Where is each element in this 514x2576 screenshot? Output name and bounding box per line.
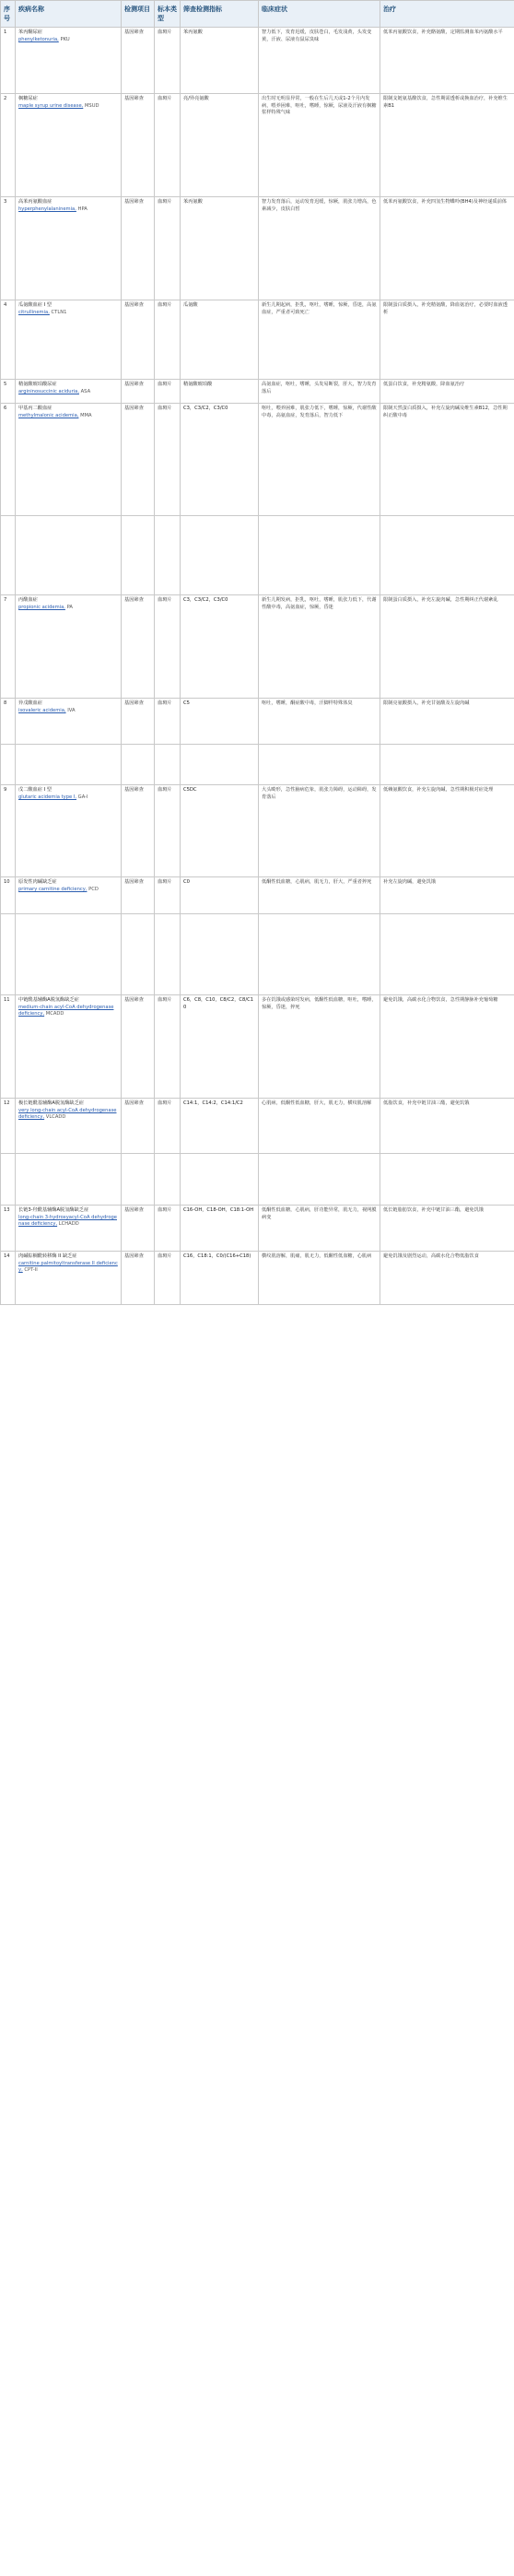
clinical-symptom: [259, 914, 380, 995]
table-header-row: [1, 1, 514, 28]
table-row: [1, 1154, 514, 1206]
treatment: 限制支链氨基酸饮食，急性期需透析或换血治疗，补充维生素B1: [380, 94, 514, 197]
disease-name: [16, 785, 122, 877]
test-item: 基因筛查: [122, 785, 155, 877]
disease-name-en: [18, 1108, 118, 1122]
disease-name-en: [18, 37, 118, 44]
treatment: 低赖氨酸饮食，补充左旋肉碱，急性期积极对症处理: [380, 785, 514, 877]
test-item: 基因筛查: [122, 300, 155, 380]
sample-type: 血斑片: [155, 877, 181, 914]
disease-abbrev: MSUD: [84, 102, 99, 109]
screening-marker: C5DC: [181, 785, 259, 877]
disease-name-en: [18, 605, 118, 612]
disease-name-en-link[interactable]: methylmalonic acidemia,: [18, 412, 79, 418]
test-item: [122, 914, 155, 995]
disease-name-en-link[interactable]: hyperphenylalaninemia,: [18, 206, 76, 212]
header-clinical-symptom: 临床症状: [259, 1, 380, 28]
disease-abbrev: PCD: [88, 886, 99, 892]
screening-marker: 精氨酸琥珀酸: [181, 380, 259, 404]
row-index: 7: [1, 595, 16, 699]
disease-name: [16, 745, 122, 785]
disease-name-en: [18, 310, 118, 317]
sample-type: 血斑片: [155, 995, 181, 1099]
disease-abbrev: LCHADD: [58, 1221, 79, 1228]
table-row: [1, 699, 514, 745]
table-row: [1, 94, 514, 197]
test-item: 基因筛查: [122, 1206, 155, 1252]
clinical-symptom: [259, 516, 380, 595]
treatment: [380, 516, 514, 595]
header-screening-marker: 筛查检测指标: [181, 1, 259, 28]
treatment: [380, 745, 514, 785]
disease-name: [16, 914, 122, 995]
disease-name-en-link[interactable]: very long-chain acyl-CoA dehydrogenase deficiency,: [18, 1107, 117, 1121]
row-index: 1: [1, 28, 16, 94]
clinical-symptom: 多在饥饿或感染时发病，低酮性低血糖，呕吐，嗜睡，惊厥，昏迷，猝死: [259, 995, 380, 1099]
clinical-symptom: 大头畸形，急性脑病危象，肌张力障碍，运动障碍，发育落后: [259, 785, 380, 877]
screening-marker: [181, 1154, 259, 1206]
disease-name: [16, 1154, 122, 1206]
treatment: 低长链脂肪饮食，补充中链甘油三酯，避免饥饿: [380, 1206, 514, 1252]
table-row: [1, 877, 514, 914]
clinical-symptom: 呕吐，嗜睡，酮症酸中毒，汗脚样特殊体臭: [259, 699, 380, 745]
treatment: 限制蛋白质摄入，补充左旋肉碱，急性期纠正代谢紊乱: [380, 595, 514, 699]
disease-name-en-link[interactable]: phenylketonuria,: [18, 36, 59, 42]
test-item: 基因筛查: [122, 595, 155, 699]
disease-name-cn: 瓜氨酸血症 I 型: [18, 302, 52, 309]
disease-name-en: [18, 413, 118, 420]
sample-type: [155, 1154, 181, 1206]
sample-type: 血斑片: [155, 300, 181, 380]
disease-name-en-link[interactable]: argininosuccinic aciduria,: [18, 388, 79, 394]
table-row: [1, 404, 514, 516]
screening-marker: [181, 745, 259, 785]
row-index: 10: [1, 877, 16, 914]
screening-marker: 苯丙氨酸: [181, 28, 259, 94]
disease-abbrev: ASA: [80, 388, 91, 394]
header-treatment: 治疗: [380, 1, 514, 28]
disease-name-en-link[interactable]: maple syrup urine disease,: [18, 102, 84, 109]
disease-name-cn: 肉碱棕榈酰转移酶 II 缺乏症: [18, 1253, 77, 1260]
screening-marker: C3，C3/C2，C3/C0: [181, 595, 259, 699]
table-row: [1, 197, 514, 300]
table-row: [1, 1252, 514, 1305]
screening-marker: C16，C18:1，C0/(C16+C18): [181, 1252, 259, 1305]
disease-name-en: [18, 103, 118, 111]
sample-type: 血斑片: [155, 94, 181, 197]
disease-name: [16, 995, 122, 1099]
treatment: 限制蛋白质摄入，补充精氨酸，降血氨治疗，必要时血液透析: [380, 300, 514, 380]
treatment: 低苯丙氨酸饮食，补充酪氨酸，定期监测血苯丙氨酸水平: [380, 28, 514, 94]
clinical-symptom: 心肌病，低酮性低血糖，肝大，肌无力，横纹肌溶解: [259, 1099, 380, 1154]
screening-marker: [181, 914, 259, 995]
treatment: 限制天然蛋白质摄入，补充左旋肉碱及维生素B12，急性期纠正酸中毒: [380, 404, 514, 516]
treatment: 限制亮氨酸摄入，补充甘氨酸及左旋肉碱: [380, 699, 514, 745]
disease-name: [16, 1099, 122, 1154]
header-sample-type: 标本类型: [155, 1, 181, 28]
clinical-symptom: 低酮性低血糖，心肌病，肝功能异常，肌无力，视网膜病变: [259, 1206, 380, 1252]
treatment: 避免饥饿及剧烈运动，高碳水化合物低脂饮食: [380, 1252, 514, 1305]
test-item: 基因筛查: [122, 995, 155, 1099]
sample-type: 血斑片: [155, 1252, 181, 1305]
treatment: [380, 1154, 514, 1206]
disease-name-en-link[interactable]: propionic acidemia,: [18, 604, 65, 610]
disease-abbrev: CPT-II: [24, 1267, 38, 1274]
disease-name-cn: 极长链酰基辅酶A脱氢酶缺乏症: [18, 1100, 84, 1107]
screening-marker: C5: [181, 699, 259, 745]
test-item: 基因筛查: [122, 404, 155, 516]
sample-type: 血斑片: [155, 28, 181, 94]
disease-abbrev: GA-I: [77, 794, 88, 800]
sample-type: 血斑片: [155, 785, 181, 877]
disease-name-en: [18, 389, 118, 396]
test-item: [122, 1154, 155, 1206]
disease-name-en: [18, 887, 118, 894]
disease-name: [16, 28, 122, 94]
sample-type: [155, 516, 181, 595]
test-item: 基因筛查: [122, 94, 155, 197]
screening-marker: [181, 516, 259, 595]
row-index: [1, 516, 16, 595]
sample-type: 血斑片: [155, 380, 181, 404]
table-row: [1, 380, 514, 404]
row-index: 14: [1, 1252, 16, 1305]
test-item: [122, 516, 155, 595]
disease-name-cn: 原发性肉碱缺乏症: [18, 879, 57, 886]
sample-type: [155, 914, 181, 995]
disease-name: [16, 699, 122, 745]
treatment: [380, 914, 514, 995]
treatment: 避免饥饿，高碳水化合物饮食，急性期静脉补充葡萄糖: [380, 995, 514, 1099]
sample-type: 血斑片: [155, 197, 181, 300]
disease-name-en: [18, 794, 118, 802]
disease-abbrev: HPA: [77, 206, 88, 212]
sample-type: 血斑片: [155, 699, 181, 745]
disease-name-cn: 丙酸血症: [18, 597, 38, 604]
sample-type: 血斑片: [155, 404, 181, 516]
disease-name: [16, 380, 122, 404]
disease-abbrev: VLCADD: [45, 1114, 66, 1121]
row-index: 9: [1, 785, 16, 877]
header-index: 序号: [1, 1, 16, 28]
disease-name: [16, 877, 122, 914]
table-row: [1, 914, 514, 995]
row-index: [1, 1154, 16, 1206]
disease-name-en-link[interactable]: long-chain 3-hydroxyacyl-CoA dehydrogenase deficiency,: [18, 1214, 117, 1228]
disease-name-en-link[interactable]: citrullinemia,: [18, 309, 50, 315]
clinical-symptom: 新生儿期发病，拒乳，呕吐，嗜睡，肌张力低下，代谢性酸中毒，高氨血症，惊厥，昏迷: [259, 595, 380, 699]
disease-abbrev: CTLN1: [51, 309, 67, 315]
row-index: 4: [1, 300, 16, 380]
clinical-symptom: 新生儿期起病，拒乳，呕吐，嗜睡，惊厥，昏迷，高氨血症，严重者可致死亡: [259, 300, 380, 380]
disease-name-en-link[interactable]: primary carnitine deficiency,: [18, 886, 88, 892]
sample-type: 血斑片: [155, 595, 181, 699]
row-index: 6: [1, 404, 16, 516]
disease-name-en-link[interactable]: medium-chain acyl-CoA dehydrogenase deficiency,: [18, 1004, 114, 1017]
disease-abbrev: IVA: [67, 707, 76, 713]
screening-marker: 瓜氨酸: [181, 300, 259, 380]
row-index: 13: [1, 1206, 16, 1252]
disease-name: [16, 197, 122, 300]
disease-name-cn: 枫糖尿症: [18, 96, 38, 102]
row-index: 5: [1, 380, 16, 404]
test-item: 基因筛查: [122, 197, 155, 300]
table-row: [1, 516, 514, 595]
disease-name: [16, 404, 122, 516]
sample-type: [155, 745, 181, 785]
clinical-symptom: [259, 1154, 380, 1206]
table-row: [1, 595, 514, 699]
table-row: [1, 1206, 514, 1252]
screening-marker: C16-OH，C18-OH，C18:1-OH: [181, 1206, 259, 1252]
disease-name-en-link[interactable]: glutaric acidemia type I,: [18, 794, 77, 800]
disease-name: [16, 94, 122, 197]
disease-name-cn: 高苯丙氨酸血症: [18, 199, 53, 206]
disease-name-en: [18, 1261, 118, 1275]
test-item: 基因筛查: [122, 28, 155, 94]
test-item: 基因筛查: [122, 877, 155, 914]
test-item: [122, 745, 155, 785]
treatment: 低苯丙氨酸饮食，补充四氢生物蝶呤(BH4)及神经递质前体: [380, 197, 514, 300]
clinical-symptom: [259, 745, 380, 785]
disease-name: [16, 595, 122, 699]
clinical-symptom: 横纹肌溶解，肌痛，肌无力，低酮性低血糖，心肌病: [259, 1252, 380, 1305]
table-row: [1, 1099, 514, 1154]
screening-marker: C0: [181, 877, 259, 914]
disease-name-cn: 甲基丙二酸血症: [18, 406, 53, 412]
disease-abbrev: MMA: [80, 412, 92, 418]
disease-name-cn: 精氨酸琥珀酸尿症: [18, 382, 57, 388]
disease-name: [16, 1252, 122, 1305]
disease-abbrev: PKU: [60, 36, 70, 42]
table-row: [1, 785, 514, 877]
disease-abbrev: PA: [66, 604, 73, 610]
screening-marker: 苯丙氨酸: [181, 197, 259, 300]
disease-abbrev: MCADD: [45, 1011, 64, 1017]
row-index: 11: [1, 995, 16, 1099]
table-row: [1, 995, 514, 1099]
clinical-symptom: 高氨血症，呕吐，嗜睡，头发易断裂，肝大，智力发育落后: [259, 380, 380, 404]
disease-name-cn: 苯丙酮尿症: [18, 29, 42, 36]
screening-marker: 亮/异亮氨酸: [181, 94, 259, 197]
row-index: 8: [1, 699, 16, 745]
disease-name: [16, 1206, 122, 1252]
treatment: 补充左旋肉碱，避免饥饿: [380, 877, 514, 914]
disease-name-en-link[interactable]: carnitine palmitoyltransferase II deficiency,: [18, 1260, 118, 1274]
treatment: 低脂饮食，补充中链甘油三酯，避免饥饿: [380, 1099, 514, 1154]
clinical-symptom: 智力发育落后，运动发育迟缓，惊厥，肌张力增高，色素减少，皮肤白皙: [259, 197, 380, 300]
clinical-symptom: 呕吐，喂养困难，肌张力低下，嗜睡，惊厥，代谢性酸中毒，高氨血症，发育落后，智力低下: [259, 404, 380, 516]
row-index: 3: [1, 197, 16, 300]
clinical-symptom: 低酮性低血糖，心肌病，肌无力，肝大，严重者猝死: [259, 877, 380, 914]
test-item: 基因筛查: [122, 699, 155, 745]
screening-marker: C6，C8，C10，C8/C2，C8/C10: [181, 995, 259, 1099]
clinical-symptom: 出生时无明显异常，一般在生后几天或1-2个月内发病，喂养困难，呕吐，嗜睡，惊厥，尿液及汗液有枫糖浆样特殊气味: [259, 94, 380, 197]
table-row: [1, 300, 514, 380]
table-row: [1, 28, 514, 94]
disease-name-en: [18, 1005, 118, 1018]
disease-name-cn: 戊二酸血症 I 型: [18, 787, 52, 794]
disease-name-cn: 异戊酸血症: [18, 700, 42, 707]
header-test-item: 检测项目: [122, 1, 155, 28]
disease-name-en-link[interactable]: isovaleric acidemia,: [18, 707, 66, 713]
test-item: 基因筛查: [122, 1099, 155, 1154]
row-index: 2: [1, 94, 16, 197]
row-index: [1, 745, 16, 785]
disease-name-en: [18, 1215, 118, 1229]
treatment: 低蛋白饮食，补充精氨酸，降血氨治疗: [380, 380, 514, 404]
row-index: [1, 914, 16, 995]
screening-marker: C3，C3/C2，C3/C0: [181, 404, 259, 516]
disease-name-cn: 中链酰基辅酶A脱氢酶缺乏症: [18, 997, 79, 1004]
disease-name-en: [18, 206, 118, 214]
test-item: 基因筛查: [122, 380, 155, 404]
screening-marker: C14:1，C14:2，C14:1/C2: [181, 1099, 259, 1154]
disease-name: [16, 300, 122, 380]
disease-name: [16, 516, 122, 595]
row-index: 12: [1, 1099, 16, 1154]
header-disease-name: 疾病名称: [16, 1, 122, 28]
table-row: [1, 745, 514, 785]
clinical-symptom: 智力低下，发育迟缓，皮肤苍白，毛发浅黄，头发变黄，汗液、尿液有鼠尿臭味: [259, 28, 380, 94]
sample-type: 血斑片: [155, 1206, 181, 1252]
test-item: 基因筛查: [122, 1252, 155, 1305]
disease-name-en: [18, 708, 118, 715]
disease-name-cn: 长链3-羟酰基辅酶A脱氢酶缺乏症: [18, 1207, 89, 1214]
sample-type: 血斑片: [155, 1099, 181, 1154]
